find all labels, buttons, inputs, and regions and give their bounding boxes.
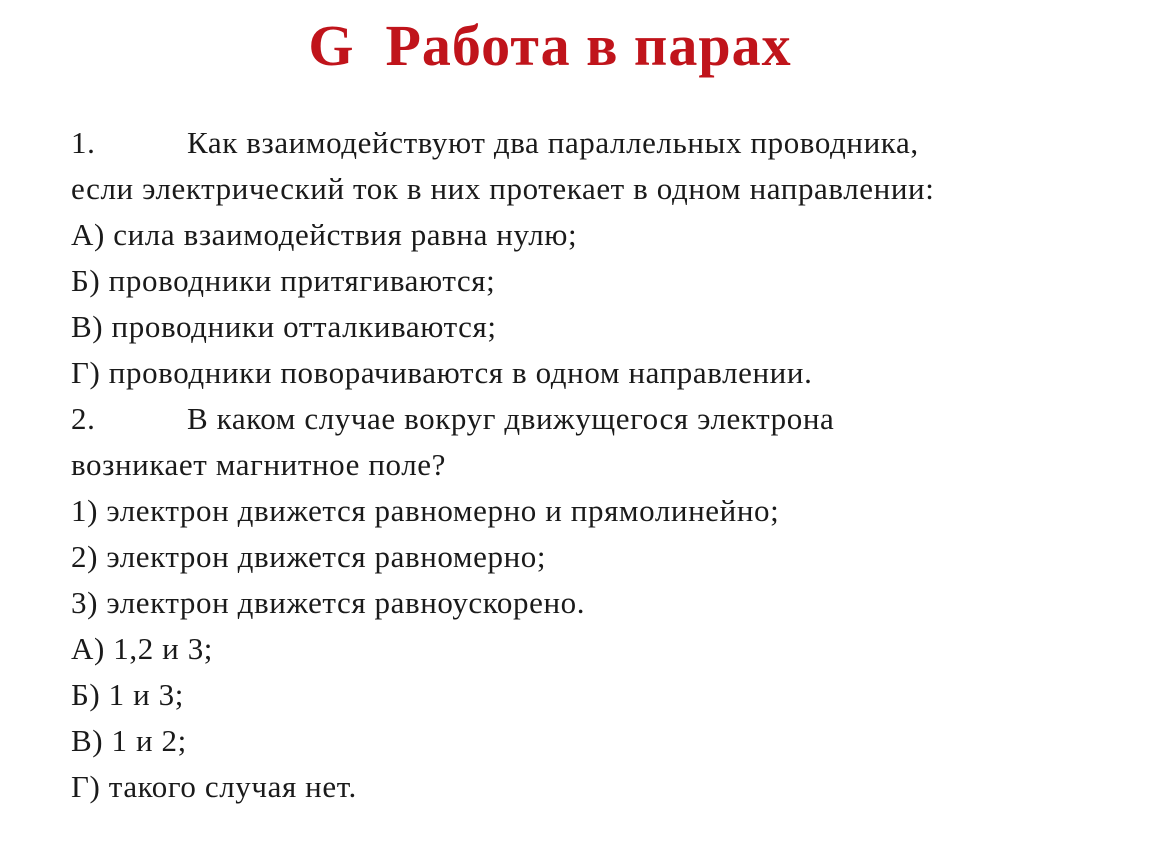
- question-2-option-a: А) 1,2 и 3;: [71, 631, 214, 666]
- question-2-case-1: 1) электрон движется равномерно и прямолинейно;: [71, 493, 780, 528]
- question-2-case-2: 2) электрон движется равномерно;: [71, 539, 547, 574]
- question-2-text-line-1: В каком случае вокруг движущегося электрона: [187, 401, 835, 436]
- question-2-text-line-2: возникает магнитное поле?: [71, 447, 447, 482]
- question-1-option-v: В) проводники отталкиваются;: [71, 309, 497, 344]
- question-2-option-b: Б) 1 и 3;: [71, 677, 184, 712]
- question-1-text-line-1: Как взаимодействуют два параллельных проводника,: [187, 125, 919, 160]
- slide-body: [71, 120, 1131, 810]
- question-2-case-3: 3) электрон движется равноускорено.: [71, 585, 586, 620]
- question-1-option-g: Г) проводники поворачиваются в одном направлении.: [71, 355, 813, 390]
- question-1-line-1: [71, 120, 1131, 166]
- question-1-text-line-2: если электрический ток в них протекает в одном направлении:: [71, 171, 935, 206]
- question-1-number: 1.: [71, 125, 96, 160]
- question-1-option-b: Б) проводники притягиваются;: [71, 263, 496, 298]
- question-1-option-a: А) сила взаимодействия равна нулю;: [71, 217, 578, 252]
- question-2-option-v: В) 1 и 2;: [71, 723, 187, 758]
- slide-title: G Работа в парах: [308, 13, 792, 78]
- question-2-option-g: Г) такого случая нет.: [71, 769, 357, 804]
- question-2-number: 2.: [71, 401, 96, 436]
- question-2-line-1: [71, 396, 1131, 442]
